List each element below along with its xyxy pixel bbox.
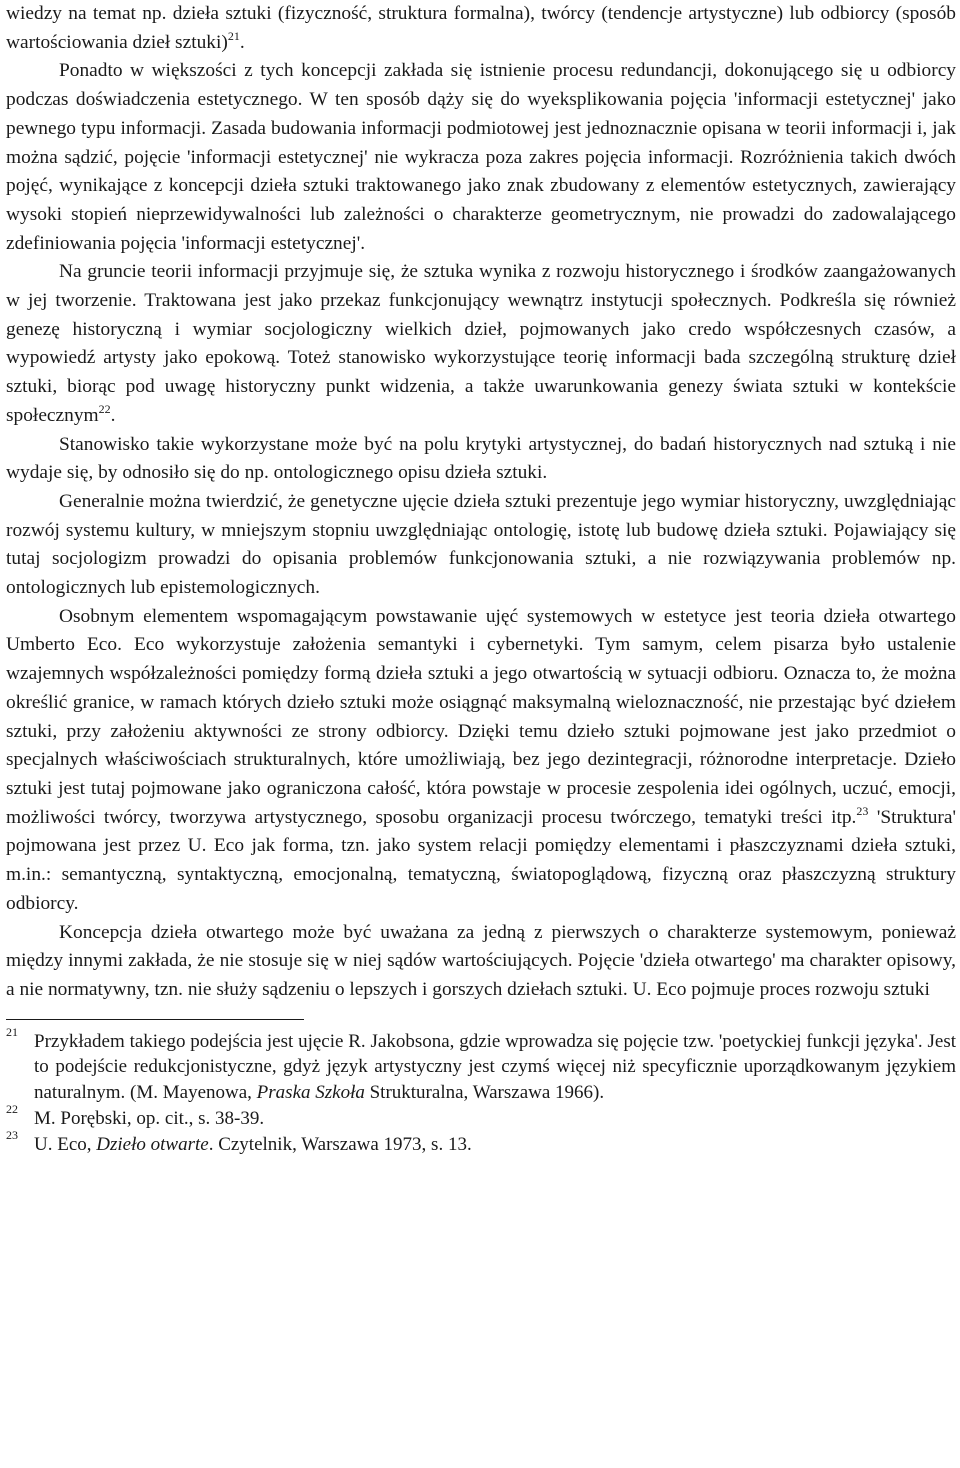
footnote: 22 M. Porębski, op. cit., s. 38-39. [6, 1102, 265, 1129]
paragraph: Na gruncie teorii informacji przyjmuje się, że sztuka wynika z rozwoju historycznego i środków zaangażowanych w jej tworzenie. Traktowana jest jako przekaz funkcjonujący wewnątrz instytucji społecznych. Podkreśla się również genezę historyczną i wymiar socjologiczny wielkich dzieł, pojmowanych jako credo współczesnych czasów, a wypowiedź artysty jako epokową. Toteż stanowisko wykorzystujące teorię informacji bada szczególną strukturę dzieł sztuki, biorąc pod uwagę historyczny punkt widzenia, a także uwarunkowania genezy świata sztuki w kontekście społecznym$^{22}$. [6, 261, 956, 426]
paragraph: Osobnym elementem wspomagającym powstawanie ujęć systemowych w estetyce jest teoria dzieła otwartego Umberto Eco. Eco wykorzystuje założenia semantyki i cybernetyki. Tym samym, celem pisarza było ustalenie wzajemnych współzależności pomiędzy formą dzieła sztuki a jego otwartością w sytuacji odbioru. Oznacza to, że można określić granice, w ramach których dzieło sztuki może osiągnąć maksymalną wieloznaczność, nie przestając być dziełem sztuki, przy założeniu aktywności ze strony odbiorcy. Dzięki temu dzieło sztuki pojmowane jest jako przedmiot o specjalnych właściwościach strukturalnych, które umożliwiają, bez jego dezintegracji, różnorodne interpretacje. Dzieło sztuki jest tutaj pojmowane jako ograniczona całość, która powstaje w procesie zespolenia idei ogólnych, uczuć, emocji, możliwości twórcy, tworzywa artystycznego, sposobu organizacji procesu twórczego, tematyki treści itp.$^{23}$ 'Struktura' pojmowana jest przez U. Eco jak forma, tzn. jako system relacji pomiędzy elementami i płaszczyznami dzieła sztuki, m.in.: semantyczną, syntaktyczną, emocjonalną, tematyczną, światopoglądową, fizyczną oraz płaszczyzną struktury odbiorcy. [6, 605, 956, 914]
footnote: 23 U. Eco, Dzieło otwarte. Czytelnik, Warszawa 1973, s. 13. [6, 1127, 472, 1155]
footnote: 21 Przykładem takiego podejścia jest ujęcie R. Jakobsona, gdzie wprowadza się pojęcie tzw. 'poetyckiej funkcji języka'. Jest to podejście redukcjonistyczne, gdyż język artystyczny jest czymś więcej niż specyficznie uporządkowanym językiem naturalnym. (M. Mayenowa, Praska Szkoła Strukturalna, Warszawa 1966). [6, 1024, 956, 1104]
paragraph: Koncepcja dzieła otwartego może być uważana za jedną z pierwszych o charakterze systemowym, ponieważ między innymi zakłada, że nie stosuje się w niej sądów wartościujących. Pojęcie 'dzieła otwartego' ma charakter opisowy, a nie normatywny, tzn. nie służy sądzeniu o lepszych i gorszych dziełach sztuki. U. Eco pojmuje proces rozwoju sztuki [6, 921, 956, 1000]
footnote-separator [6, 1019, 304, 1020]
footnote-number: 21 [6, 1024, 18, 1039]
body-text [6, 0, 956, 1005]
footnotes [6, 1024, 956, 1158]
paragraph: wiedzy na temat np. dzieła sztuki (fizyczność, struktura formalna), twórcy (tendencje artystyczne) lub odbiorcy (sposób wartościowania dzieł sztuki)$^{21}$. [6, 3, 956, 53]
footnote-ref[interactable]: 23 [856, 803, 869, 818]
footnote-number: 22 [6, 1102, 18, 1116]
paragraph: Ponadto w większości z tych koncepcji zakłada się istnienie procesu redundancji, dokonującego się u odbiorcy podczas doświadczenia estetycznego. W ten sposób dąży się do wyeksplikowania pojęcia 'informacji estetycznej' jako pewnego typu informacji. Zasada budowania informacji podmiotowej jest jednoznacznie opisana w teorii informacji i, jak można sądzić, pojęcie 'informacji estetycznej' nie wykracza poza zakres pojęcia informacji. Rozróżnienia takich dwóch pojęć, wynikające z koncepcji dzieła sztuki traktowanego jako znak zbudowany z elementów estetycznych, zawierający wysoki stopień nieprzewidywalności lub zależności o charakterze geometrycznym, nie prowadzi do zadowalającego zdefiniowania pojęcia 'informacji estetycznej'. [6, 60, 956, 254]
paragraph: Generalnie można twierdzić, że genetyczne ujęcie dzieła sztuki prezentuje jego wymiar historyczny, uwzględniając rozwój systemu kultury, w mniejszym stopniu uwzględniając ontologię, istotę lub budowę dzieła sztuki. Pojawiający się tutaj socjologizm prowadzi do opisania problemów funkcjonowania sztuki, a nie rozwiązywania problemów np. ontologicznych lub epistemologicznych. [6, 490, 956, 599]
footnote-number: 23 [6, 1127, 18, 1142]
paragraph: Stanowisko takie wykorzystane może być na polu krytyki artystycznej, do badań historycznych nad sztuką i nie wydaje się, by odnosiło się do np. ontologicznego opisu dzieła sztuki. [6, 433, 956, 484]
footnote-ref[interactable]: 21 [227, 28, 240, 43]
footnote-ref[interactable]: 22 [98, 401, 111, 416]
